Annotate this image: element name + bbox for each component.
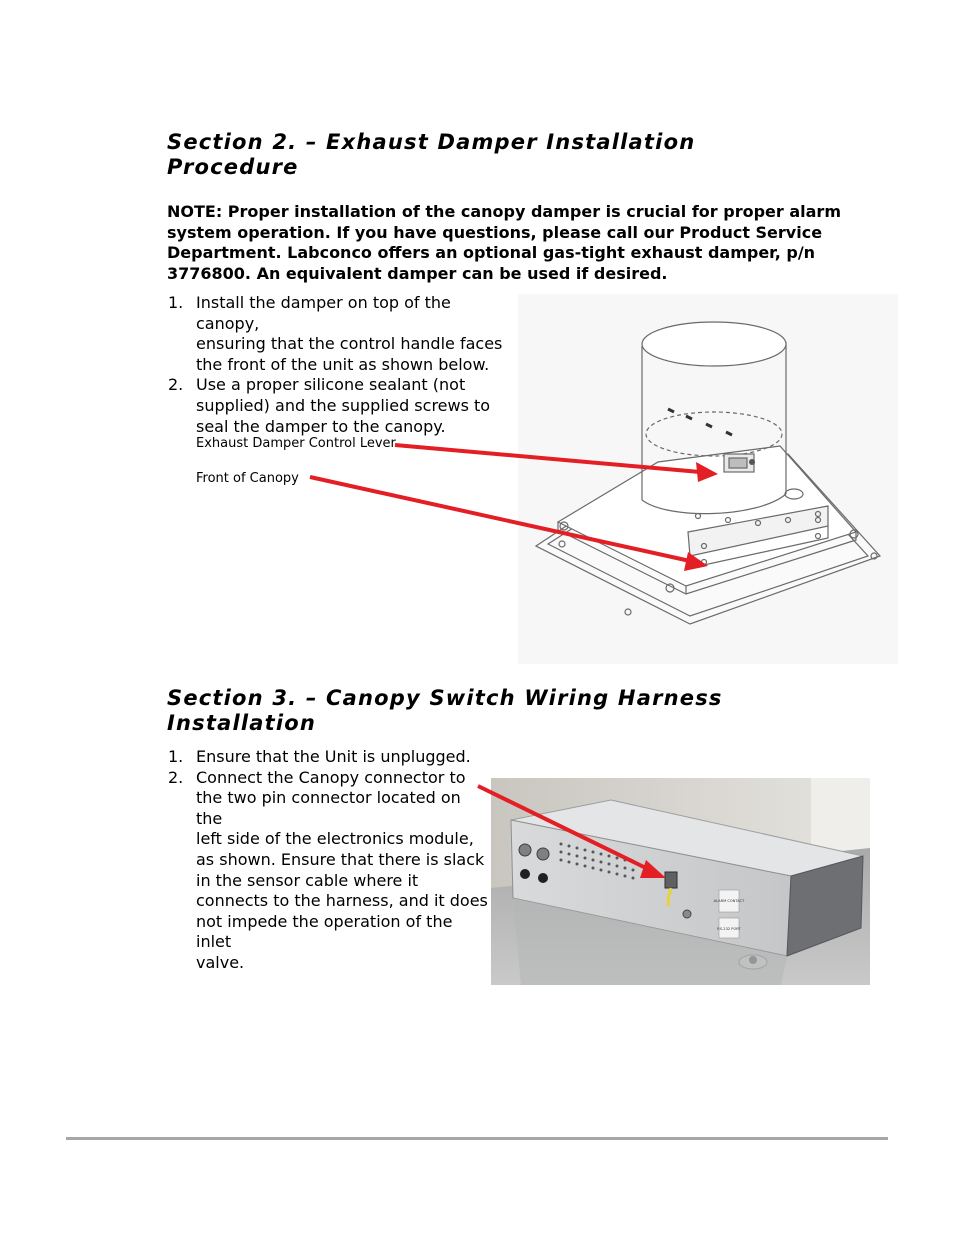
step-text: connects to the harness, and it does <box>196 891 488 911</box>
section-2-title-line1: Section 2. – Exhaust Damper Installation <box>167 130 696 154</box>
callout-front-label: Front of Canopy <box>196 471 299 486</box>
section-3-title-line1: Section 3. – Canopy Switch Wiring Harness <box>167 686 723 710</box>
alarm-contact-label: ALARM CONTACT <box>713 899 745 903</box>
section-3-title-line2: Installation <box>167 711 317 735</box>
step-number: 2. <box>168 767 184 787</box>
step-text: the front of the unit as shown below. <box>196 354 490 374</box>
step-text: as shown. Ensure that there is slack <box>196 849 485 869</box>
step-number: 1. <box>168 293 184 312</box>
step-text: the two pin connector located on the <box>196 788 461 828</box>
section-2-title-line2: Procedure <box>167 155 299 179</box>
step-text: seal the damper to the canopy. <box>196 416 446 436</box>
step-text: Install the damper on top of the canopy, <box>196 293 451 333</box>
step-text: ensuring that the control handle faces <box>196 334 503 354</box>
note-line: 3776800. An equivalent damper can be used if desired. <box>167 263 668 283</box>
arrow-head-icon <box>640 860 666 878</box>
step-number: 2. <box>168 375 184 395</box>
step-text: left side of the electronics module, <box>196 829 474 849</box>
step-text: not impede the operation of the inlet <box>196 911 453 952</box>
connector-callout-arrow <box>478 786 650 870</box>
rs232-port-label: RS-232 PORT <box>717 927 741 931</box>
callout-lever-label: Exhaust Damper Control Lever <box>196 436 396 451</box>
step-text: valve. <box>196 952 245 972</box>
note-line: Department. Labconco offers an optional gas-tight exhaust damper, p/n <box>167 243 816 263</box>
step-text: supplied) and the supplied screws to <box>196 395 491 415</box>
step-text: Use a proper silicone sealant (not <box>196 375 466 395</box>
step-number: 1. <box>168 747 184 766</box>
note-line: system operation. If you have questions, please call our Product Service <box>167 222 823 242</box>
step-text: in the sensor cable where it <box>196 870 419 890</box>
footer-rule <box>66 1137 888 1140</box>
note-line: NOTE: Proper installation of the canopy damper is crucial for proper alarm <box>167 202 841 221</box>
step-text: Connect the Canopy connector to <box>196 767 466 787</box>
step-text: Ensure that the Unit is unplugged. <box>196 747 471 766</box>
